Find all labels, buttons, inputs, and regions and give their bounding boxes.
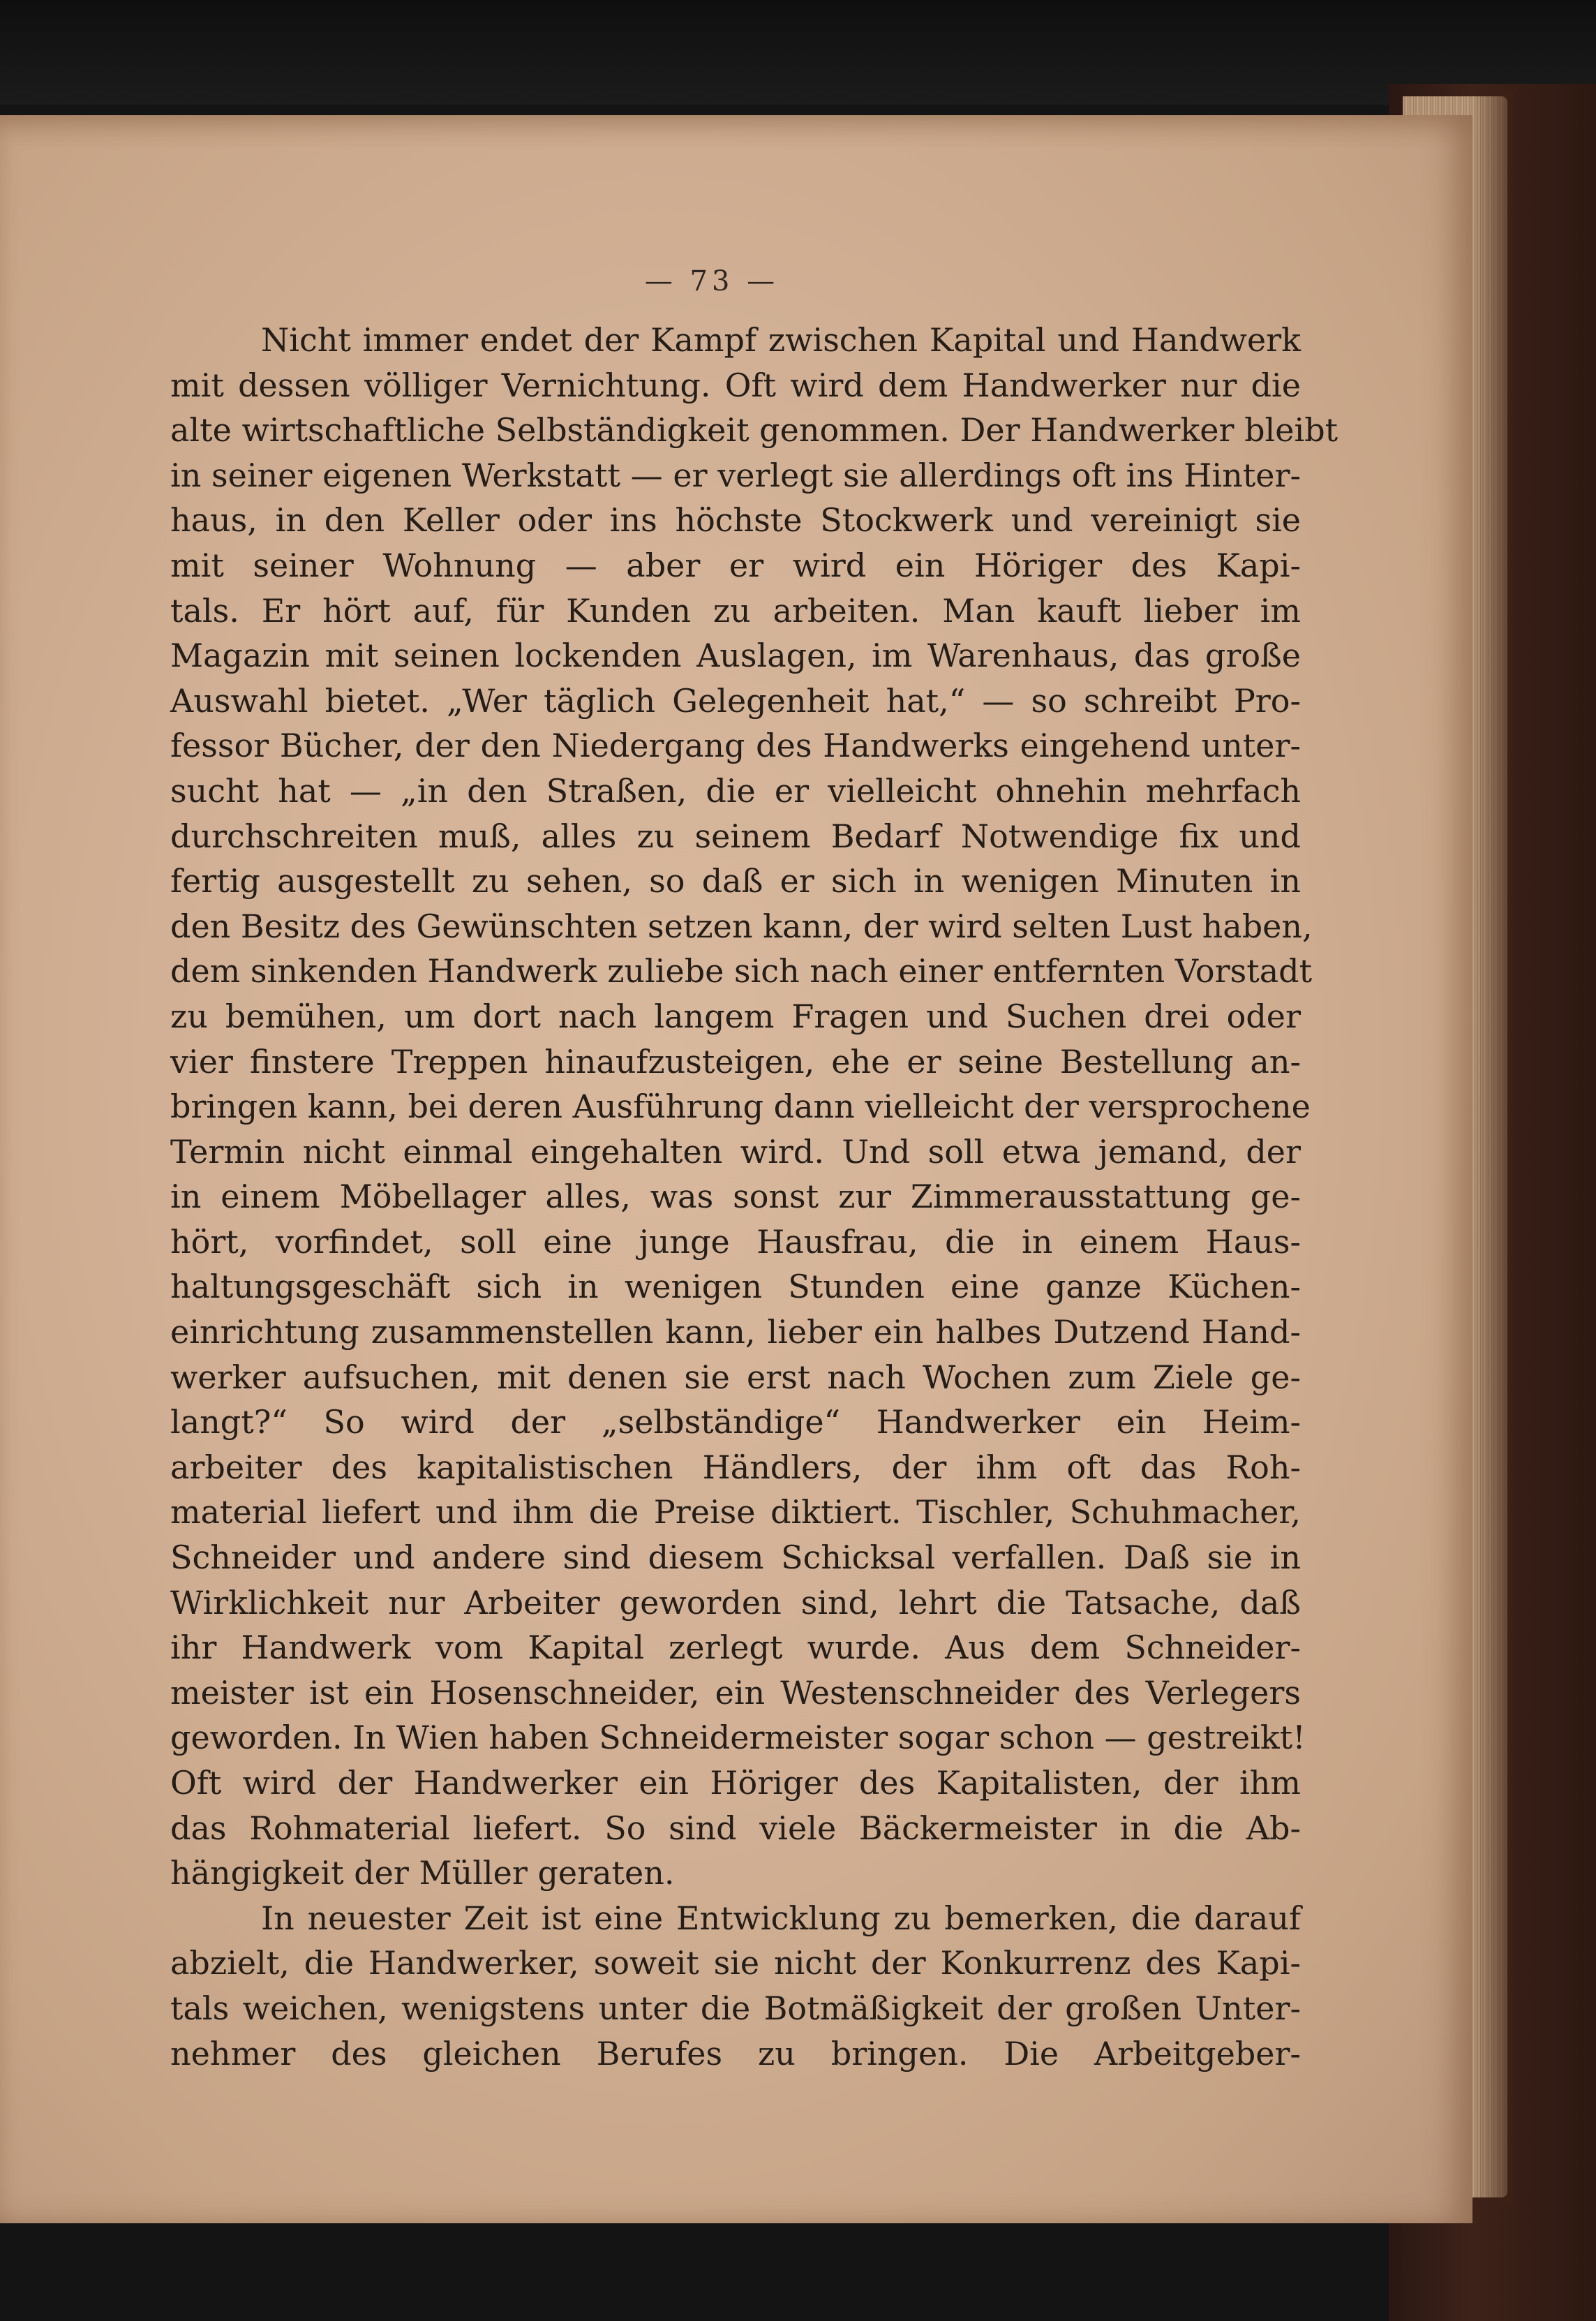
text-line: durchschreiten muß, alles zu seinem Bedarf Notwendige fix und [170,817,1301,855]
text-line: zu bemühen, um dort nach langem Fragen und Suchen drei oder [170,997,1301,1035]
text-line: in seiner eigenen Werkstatt — er verlegt sie allerdings oft ins Hinter- [170,456,1301,494]
text-line: sucht hat — „in den Straßen, die er vielleicht ohnehin mehrfach [170,771,1301,810]
text-line: Wirklichkeit nur Arbeiter geworden sind, lehrt die Tatsache, daß [170,1583,1301,1622]
text-line: langt?“ So wird der „selbständige“ Handwerker ein Heim- [170,1403,1301,1441]
text-line: Termin nicht einmal eingehalten wird. Und soll etwa jemand, der [170,1132,1301,1171]
text-line: Magazin mit seinen lockenden Auslagen, im Warenhaus, das große [170,637,1301,675]
page-stack-shadow [1472,91,1514,2206]
text-line: einrichtung zusammenstellen kann, lieber ein halbes Dutzend Hand- [170,1313,1301,1351]
text-line: in einem Möbellager alles, was sonst zur Zimmerausstattung ge- [170,1178,1301,1216]
text-line: Nicht immer endet der Kampf zwischen Kapital und Handwerk [261,321,1301,359]
text-line: material liefert und ihm die Preise diktiert. Tischler, Schuhmacher, [170,1493,1301,1532]
text-line: werker aufsuchen, mit denen sie erst nach Wochen zum Ziele ge- [170,1358,1301,1396]
text-line: vier finstere Treppen hinaufzusteigen, ehe er seine Bestellung an- [170,1042,1301,1081]
text-line: bringen kann, bei deren Ausführung dann vielleicht der versprochene [170,1088,1311,1126]
text-line: tals weichen, wenigstens unter die Botmäßigkeit der großen Unter- [170,1989,1301,2027]
text-line: mit seiner Wohnung — aber er wird ein Höriger des Kapi- [170,546,1301,584]
text-line: In neuester Zeit ist eine Entwicklung zu bemerken, die darauf [261,1899,1301,1937]
page-number: — 73 — [644,265,780,297]
text-line: dem sinkenden Handwerk zuliebe sich nach einer entfernten Vorstadt [170,952,1313,991]
text-line: arbeiter des kapitalistischen Händlers, der ihm oft das Roh- [170,1448,1301,1486]
text-line: fessor Bücher, der den Niedergang des Handwerks eingehend unter- [170,727,1301,765]
text-line: alte wirtschaftliche Selbständigkeit genommen. Der Handwerker bleibt [170,411,1338,450]
text-line: hört, vorfindet, soll eine junge Hausfrau, die in einem Haus- [170,1222,1301,1261]
text-line: mit dessen völliger Vernichtung. Oft wird dem Handwerker nur die [170,366,1301,404]
text-line: abzielt, die Handwerker, soweit sie nicht der Konkurrenz des Kapi- [170,1944,1301,1982]
text-line: geworden. In Wien haben Schneidermeister sogar schon — gestreikt! [170,1719,1306,1757]
scanner-background [0,0,1596,105]
body-text [170,318,1338,2076]
text-line: hängigkeit der Müller geraten. [170,1854,675,1892]
text-line: haus, in den Keller oder ins höchste Stockwerk und vereinigt sie [170,501,1301,540]
text-line: Schneider und andere sind diesem Schicksal verfallen. Daß sie in [170,1538,1301,1577]
text-line: Oft wird der Handwerker ein Höriger des Kapitalisten, der ihm [170,1764,1301,1802]
text-line: nehmer des gleichen Berufes zu bringen. Die Arbeitgeber- [170,2034,1301,2072]
text-line: den Besitz des Gewünschten setzen kann, der wird selten Lust haben, [170,907,1313,945]
text-line: ihr Handwerk vom Kapital zerlegt wurde. Aus dem Schneider- [170,1629,1301,1667]
text-line: das Rohmaterial liefert. So sind viele Bäckermeister in die Ab- [170,1809,1301,1847]
text-line: meister ist ein Hosenschneider, ein Westenschneider des Verlegers [170,1673,1301,1712]
text-line: tals. Er hört auf, für Kunden zu arbeiten. Man kauft lieber im [170,591,1301,630]
text-line: Auswahl bietet. „Wer täglich Gelegenheit hat,“ — so schreibt Pro- [170,681,1301,720]
text-line: haltungsgeschäft sich in wenigen Stunden eine ganze Küchen- [170,1268,1301,1306]
text-line: fertig ausgestellt zu sehen, so daß er sich in wenigen Minuten in [170,862,1301,900]
